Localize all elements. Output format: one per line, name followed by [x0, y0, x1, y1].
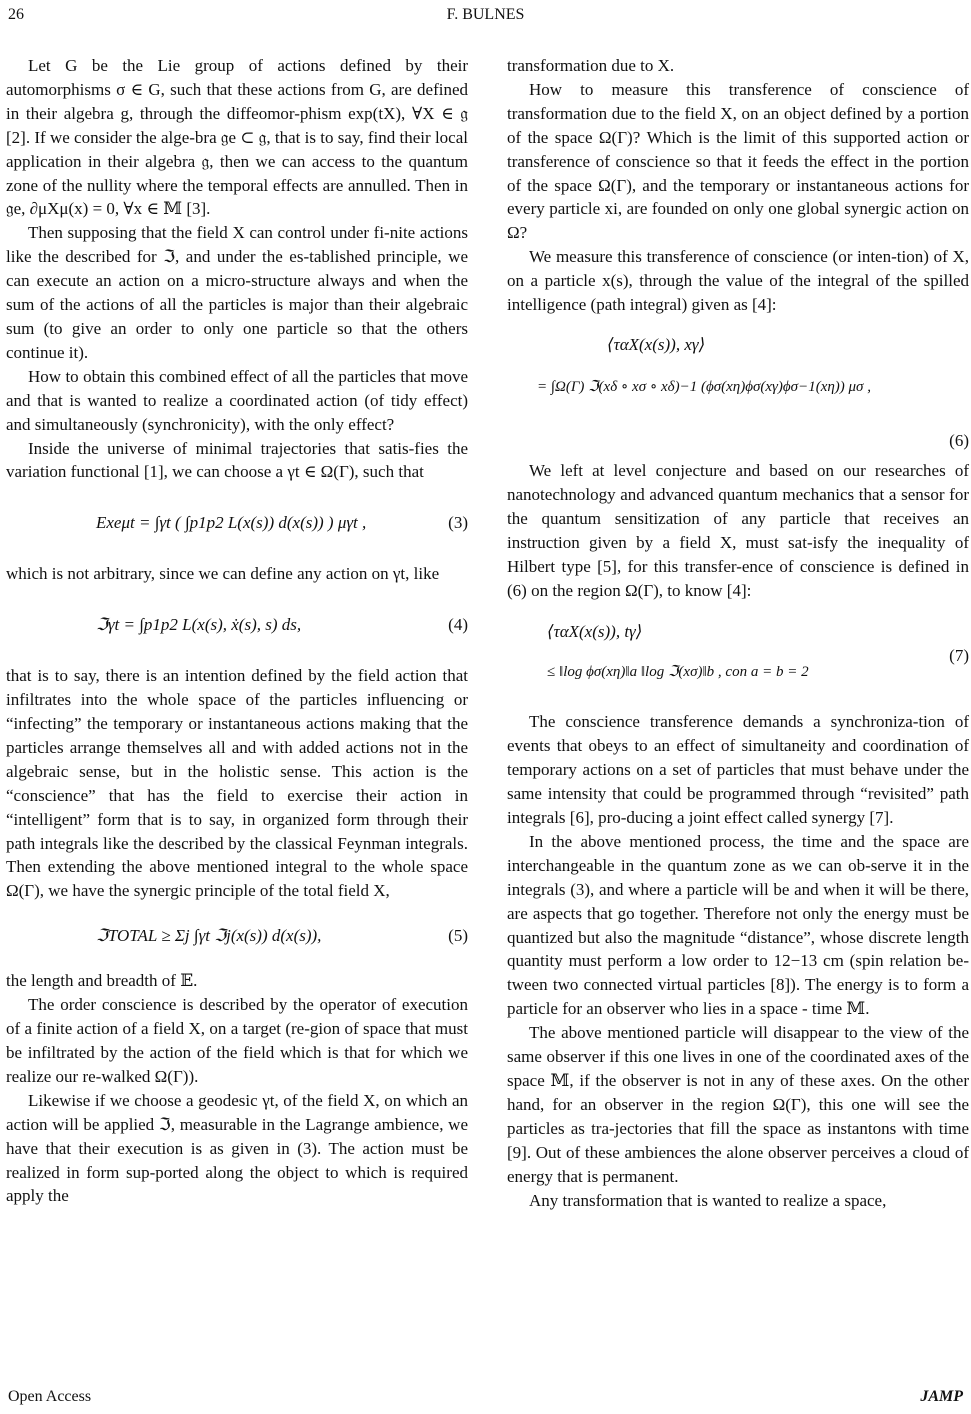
equation-3 [6, 490, 468, 556]
footer-journal: JAMP [920, 1388, 963, 1405]
equation-6 [507, 323, 969, 453]
equation-number: (4) [448, 615, 468, 635]
paragraph: How to obtain this combined effect of all the particles that move and that is wanted to realize a coordinated action (of tidy effect) and simultaneously (synchronicity), with the only effect? [6, 366, 468, 434]
equation-number: (6) [949, 431, 969, 451]
paragraph: Inside the universe of minimal trajectories that satis-fies the variation functional [1], we can choose a γt ∈ Ω(Γ), such that [6, 438, 468, 482]
paragraph: Any transformation that is wanted to realize a space, [529, 1190, 887, 1210]
equation-7 [507, 608, 969, 704]
paragraph: The conscience transference demands a synchroniza-tion of events that obeys to an effect of simultaneity and coordination of temporary actions on a set of particles that must behave under the same intensity that could be programmed through “revisited” path integrals [6], pro-ducing a joint effect called synergy [7]. [507, 712, 969, 828]
paragraph: How to measure this transference of conscience of transformation due to the field X, on an object defined by a portion of the space Ω(Γ)? Which is the limit of this supported action or transference of conscience so that it feeds the effect in the portion of the space Ω(Γ), and the temporary or instantaneous actions for every particle xi, are founded on only one global synergic action on Ω? [507, 79, 969, 243]
equation-number: (7) [949, 646, 969, 666]
paragraph: The above mentioned particle will disappear to the view of the same observer if this one lives in one of the coordinated axes of the space 𝕄, if the observer is not in any of these axes. On the other hand, for an observer in the region Ω(Γ), this one will see the particles as tra-jectories that fill the space as instantons with time [9]. Out of these ambiences the alone observer perceives a cloud of energy that is permanent. [507, 1023, 969, 1186]
page-number: 26 [8, 6, 24, 23]
paragraph: that is to say, there is an intention defined by the field action that infiltrates into the whole space of the particles influencing or “infecting” the temporary or instantaneous actions making that the particles arrange themselves all and with added actions not in the algebraic sense, but in the holistic sense. This action is the “conscience” that has the field to exercise their action in “intelligent” form that is to say, in organized form through their path integrals like the described by the classical Feynman integrals. Then extending the above mentioned integral to the whole space Ω(Γ), we have the synergic principle of the total field X, [6, 666, 468, 901]
equation-4 [6, 592, 468, 658]
equation-line: ⟨ταX(x(s)), xγ⟩ [607, 334, 706, 354]
equation-body: ℑγt = ∫p1p2 L(x(s), ẋ(s), s) ds, [96, 615, 302, 635]
footer-open-access: Open Access [8, 1388, 92, 1405]
equation-line: = ∫Ω(Γ) ℑ(xδ ∘ xσ ∘ xδ)−1 (ϕσ(xη)ϕσ(xγ)ϕσ−1(xη)) μσ , [537, 378, 871, 395]
equation-line: ≤ ‖log ϕσ(xη)‖a ‖log ℑ(xσ)‖b , con a = b = 2 [547, 664, 809, 681]
equation-body: Exeμt = ∫γt ( ∫p1p2 L(x(s)) d(x(s)) ) μγt , [96, 513, 367, 533]
paragraph: Likewise if we choose a geodesic γt, of the field X, on which an action will be applied ℑ, measurable in the Lagrange ambience, we have that their execution is as given in (3). The action must be realized in form sup-ported along the object to which is required apply the [6, 1090, 468, 1206]
paragraph: The order conscience is described by the operator of execution of a finite action of a field X, on a target (re-gion of space that must be infiltrated by the action of the field which is that for which we realize our re-walked Ω(Γ)). [6, 995, 468, 1086]
running-head: F. BULNES [446, 6, 525, 23]
equation-number: (5) [448, 926, 468, 946]
paragraph: which is not arbitrary, since we can define any action on γt, like [6, 564, 440, 584]
paragraph: We left at level conjecture and based on our researches of nanotechnology and advanced quantum mechanics that a sensor for the quantum sensitization of any particle that receives an instruction given by a field X, must sat-isfy the inequality of Hilbert type [5], for this transfer-ence of conscience is defined in (6) on the region Ω(Γ), to know [4]: [507, 460, 969, 600]
paragraph: In the above mentioned process, the time and the space are interchangeable in the quantum zone as we can ob-serve it in the integrals (3), and where a particle will be and when it will be there, are aspects that go together. Therefore not only the energy must be quantized but also the magnitude “distance”, whose discrete length quantity must perform a low order to 12−13 cm (spin relation be-tween two connected virtual particles [8]). The energy is to form a particle for an observer who lies in a space - time 𝕄. [507, 831, 969, 1019]
paragraph: transformation due to X. [507, 56, 675, 75]
equation-5 [6, 909, 468, 963]
right-column [507, 54, 969, 1212]
left-column [6, 54, 468, 1208]
paragraph: We measure this transference of conscience (or inten-tion) of X, on a particle x(s), through the value of the integral of the spilled intelligence (path integral) given as [4]: [507, 247, 969, 315]
paragraph: Let G be the Lie group of actions defined by their automorphisms σ ∈ G, such that these actions from G, are defined in their algebra g, through the diffeomor-phism exp(tX), ∀X ∈ 𝔤 [2]. If we consider the alge-bra 𝔤e ⊂ 𝔤, that is to say, find their local application in their algebra 𝔤, then we can access to the quantum zone of the nullity where the temporal effects are annulled. Then in 𝔤e, ∂μXμ(x) = 0, ∀x ∈ 𝕄 [3]. [6, 56, 468, 219]
equation-line: ⟨ταX(x(s)), tγ⟩ [547, 622, 643, 642]
equation-body: ℑTOTAL ≥ Σj ∫γt ℑj(x(s)) d(x(s)), [96, 926, 322, 946]
paragraph: the length and breadth of 𝔼. [6, 971, 198, 991]
equation-number: (3) [448, 513, 468, 533]
paragraph: Then supposing that the field X can control under fi-nite actions like the described for ℑ, and under the es-tablished principle, we can execute an action on a micro-structure always and when the sum of the actions of all the particles is major than their algebraic sum (to give an order to only one particle so that the others continue it). [6, 223, 468, 362]
